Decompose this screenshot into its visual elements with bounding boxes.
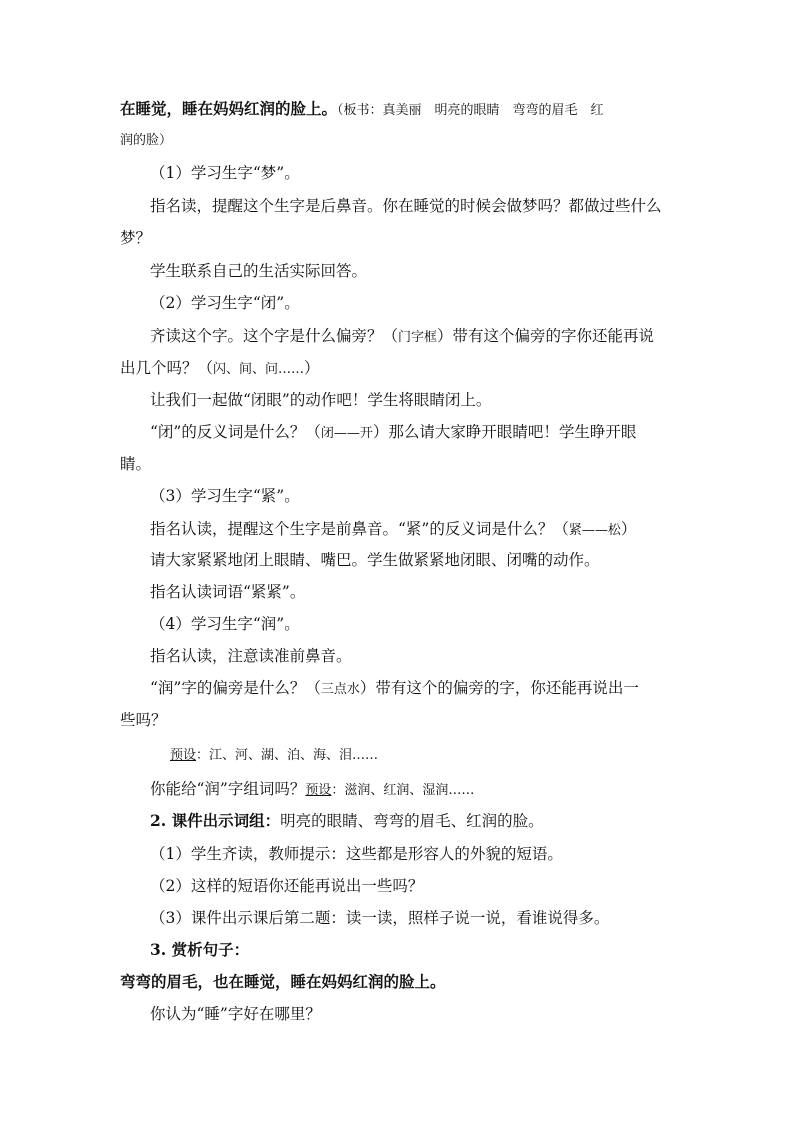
text-line: 2. 课件出示词组：明亮的眼睛、弯弯的眉毛、红润的脸。 xyxy=(150,811,544,830)
text-line: 睛。 xyxy=(120,455,152,473)
text-line: （1）学生齐读，教师提示：这些都是形容人的外貌的短语。 xyxy=(150,845,563,863)
text-line: 指名认读，提醒这个生字是前鼻音。“紧”的反义词是什么？（紧——松） xyxy=(150,520,637,538)
text-line: （3）学习生字“紧”。 xyxy=(150,487,300,505)
text-line: 你能给“润”字组词吗？预设：滋润、红润、湿润…… xyxy=(150,780,475,798)
text-line: 学生联系自己的生活实际回答。 xyxy=(150,262,368,280)
text-line: （3）课件出示课后第二题：读一读，照样子说一说，看谁说得多。 xyxy=(150,909,610,927)
text-line: 指名认读，注意读准前鼻音。 xyxy=(150,647,352,665)
text-line: 在睡觉，睡在妈妈红润的脸上。（板书：真美丽 明亮的眼睛 弯弯的眉毛 红 xyxy=(120,99,604,118)
text-line: 请大家紧紧地闭上眼睛、嘴巴。学生做紧紧地闭眼、闭嘴的动作。 xyxy=(150,551,600,569)
text-line: （4）学习生字“润”。 xyxy=(150,615,300,633)
text-line: 你认为“睡”字好在哪里？ xyxy=(150,1005,321,1023)
text-line: 指名认读词语“紧紧”。 xyxy=(150,583,306,601)
text-line: 润的脸） xyxy=(120,133,173,148)
section-heading: 3. 赏析句子： xyxy=(150,940,250,959)
text-line: 预设：江、河、湖、泊、海、泪…… xyxy=(170,748,379,763)
text-line: （2）学习生字“闭”。 xyxy=(150,294,300,312)
text-line: （1）学习生字“梦”。 xyxy=(150,164,300,182)
text-line: 些吗？ xyxy=(120,711,167,729)
text-line: 梦？ xyxy=(120,229,152,247)
text-line: 让我们一起做“闭眼”的动作吧！学生将眼睛闭上。 xyxy=(150,391,492,409)
text-line: 指名读，提醒这个生字是后鼻音。你在睡觉的时候会做梦吗？都做过些什么 xyxy=(150,197,662,215)
text-line: “闭”的反义词是什么？（闭——开）那么请大家睁开眼睛吧！学生睁开眼 xyxy=(150,423,637,441)
text-line: 出几个吗？（闪、间、问……） xyxy=(120,359,320,377)
text-line: 弯弯的眉毛，也在睡觉，睡在妈妈红润的脸上。 xyxy=(120,972,446,991)
text-line: 齐读这个字。这个字是什么偏旁？（门字框）带有这个偏旁的字你还能再说 xyxy=(150,327,655,345)
text-line: “润”字的偏旁是什么？（三点水）带有这个的偏旁的字，你还能再说出一 xyxy=(150,679,639,697)
text-line: （2）这样的短语你还能再说出一些吗？ xyxy=(150,877,424,895)
